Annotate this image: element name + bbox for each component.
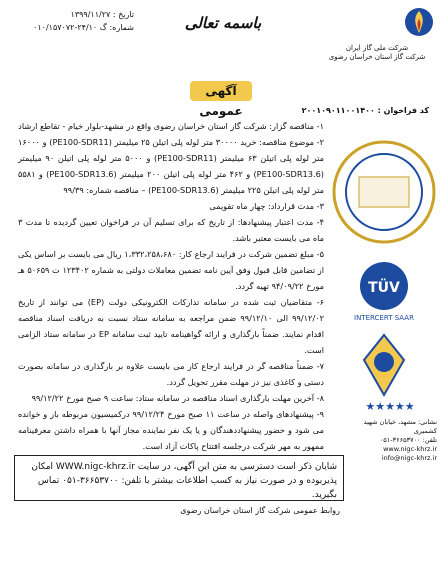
basmala-heading: باسمه تعالی (184, 14, 262, 32)
quality-award-icon (329, 330, 439, 400)
notice-line-1: شایان ذکر است دسترسی به متن این آگهی، در سایت WWW.nigc-khrz.ir امکان (31, 462, 337, 472)
company-logo (317, 4, 437, 66)
date-label: تاریخ : ۱۳۹۹/۱۱/۲۷ (70, 10, 134, 19)
item-8: ۸- آخرین مهلت بارگذاری اسناد مناقصه در سامانه ستاد: ساعت ۹ صبح مورخ ۹۹/۱۲/۲۲ (31, 393, 324, 403)
logo-line-1: شرکت ملی گاز ایران (345, 44, 409, 52)
tuv-certificate-icon (329, 256, 439, 326)
item-2: ۲- موضوع مناقصه: خرید ۳۰۰۰۰ متر لوله پلی اتیلن ۲۵ میلیمتر (PE100-SDR11) و ۱۶۰۰۰ متر لوله پلی اتیلن ۶۳ میلیمتر (PE100-SDR11) و ۵۰۰۰ متر لوله پلی اتیلن ۹۰ میلیمتر (PE100-SDR13.6) و ۴۶۲ متر لوله پلی اتیلن ۲۰۰ میلیمتر (PE100-SDR13.6) و ۵۵۸۱ متر لوله پلی اتیلن ۲۲۵ میلیمتر (PE100-SDR13.6) – مناقصه شماره: ۹۹/۳۹ (18, 137, 324, 195)
number-label: شماره: گ ۲۴/۱۰-۰۱۰/۱۵۷۰۷۲ (33, 23, 134, 32)
decorative-emblem-icon (329, 132, 439, 252)
item-7: ۷- ضمناً مناقصه گر در فرایند ارجاع کار می بایست علاوه بر بارگذاری در سامانه بصورت دستی و کاغذی نیز در مهلت مقرر تحویل گردد. (18, 361, 324, 387)
sidebar-panel (329, 132, 439, 417)
item-1: ۱- مناقصه گزار: شرکت گاز استان خراسان رضوی واقع در مشهد-بلوار خیام - تقاطع ارشاد (18, 121, 324, 131)
item-4: ۴- مدت اعتبار پیشنهادها: از تاریخ که برای تسلیم آن در فراخوان تعیین گردیده تا مدت ۳ ماه می بایست معتبر باشد. (18, 217, 324, 243)
rating-stars: ★★★★★ (365, 400, 415, 413)
contact-line-2: تلفن: ۳۶۶۵۳۷۰۰-۰۵۱ (379, 436, 437, 444)
contact-line-1: نشانی: مشهد، خیابان شهید کشمیری (363, 418, 437, 435)
logo-line-2: شرکت گاز استان خراسان رضوی (328, 53, 426, 61)
notice-line-2: پذیربوده و در صورت نیاز به کسب اطلاعات بیشتر با تلفن: ۳۶۶۵۳۷۰۰-۰۵۱ تماس بگیرید. (37, 476, 337, 500)
cert-sub-text: INTERCERT SAAR (354, 314, 414, 322)
contact-info (343, 418, 437, 463)
item-6: ۶- متقاضیان ثبت شده در سامانه تدارکات الکترونیکی دولت (EP) می توانند از تاریخ ۹۹/۱۲/۰۲ الی ۹۹/۱۲/۱۰ ضمن مراجعه به سامانه ستاد نسبت به دریافت اسناد مناقصه اقدام نمایند. ضمناً بارگذاری و ارائه گواهینامه تایید ثبت سامانه EP در سامانه ستاد الزامی است. (18, 297, 324, 355)
website-notice (14, 455, 344, 501)
letter-meta (14, 8, 134, 34)
contact-line-4: info@nigc-khrz.ir (381, 454, 437, 462)
tender-body (18, 118, 324, 454)
tender-code: کد فراخوان : ۲۰۰۱۰۹۰۱۱۰۰۱۴۰۰ (301, 106, 429, 115)
item-5: ۵- مبلغ تضمین شرکت در فرایند ارجاع کار: ۱،۳۳۲،۲۵۸،۶۸۰ ریال می بایست بر اساس یکی از تضامین قابل قبول وفق آیین نامه تضمین معاملات دولتی به شماره ۱۲۳۴۰۲ ت ۵۰۶۵۹ هـ مورخ ۹۴/۰۹/۲۲ تهیه گردد. (18, 249, 324, 291)
gas-flame-logo-icon (317, 4, 437, 40)
item-9: ۹- پیشنهادهای واصله در ساعت ۱۱ صبح مورخ ۹۹/۱۲/۲۴ درکمیسیون مربوطه باز و خوانده می شود و حضور پیشنهاددهندگان و یا یک نفر نماینده مجاز آنها با همراه داشتن معرفینامه ممهور به مهر شرکت درجلسه افتتاح پاکات آزاد است. (18, 409, 324, 451)
footer-organization: روابط عمومی شرکت گاز استان خراسان رضوی (180, 506, 340, 515)
cert-brand-text: TÜV (368, 280, 400, 296)
announcement-title: آگهی عمومی (190, 81, 252, 101)
item-3: ۳- مدت قرارداد: چهار ماه تقویمی (209, 201, 324, 211)
contact-line-3: www.nigc-khrz.ir (383, 445, 437, 453)
